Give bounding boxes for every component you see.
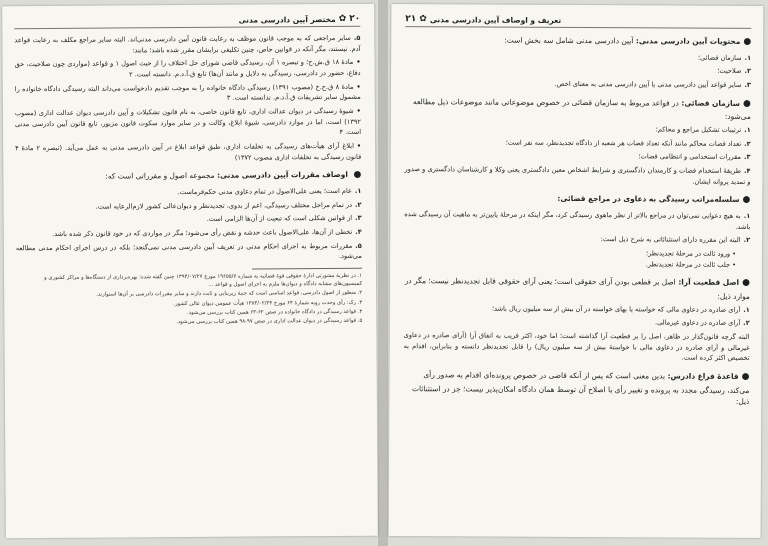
list-item — [405, 78, 751, 90]
list-item — [404, 316, 750, 328]
item-number: ۱. — [354, 186, 362, 195]
item-text: تخطی از آن‌ها، علی‌الاصول باعث خدشه و نقض رأی می‌شود؛ مگر در مواردی که در خود قانون ذکر شده باشد. — [52, 227, 353, 238]
list-item — [404, 233, 750, 245]
list-item — [405, 151, 751, 163]
right-page — [389, 4, 764, 538]
item-text: به هیچ دعوایی نمی‌توان در مراجع بالاتر از نظر ماهوی رسیدگی کرد، مگر اینکه در مرحلهٔ پایین‌تر به ماهیت آن رسیدگی شده باشد. — [404, 210, 751, 231]
left-section-title: اوصاف مقررات آیین دادرسی مدنی: — [217, 170, 348, 181]
section-body: بدین معنی است که پس از آنکه قاضی در خصوص پرونده‌ای اقدام به صدور رأی می‌کند، رسیدگی مجدد به پرونده و تغییر رأی یا اصلاح آن توسط همان دادگاه امکان‌پذیر نیست؛ جز در استثنائات ذیل: — [412, 370, 750, 406]
section-bullet-icon: ● — [742, 277, 750, 289]
left-items-list — [15, 186, 362, 264]
item-text: مقررات مربوط به اجرای احکام مدنی در تعریف آیین دادرسی مدنی نمی‌گنجد؛ بلکه در درس اجرای احکام مدنی مطالعه می‌شود. — [15, 241, 362, 261]
footnote: ۲. منظور از اصول دادرسی، قواعد اساسی است که جنبهٔ زیربنایی و ثابت دارند و سایر مقررات دادرسی بر آن‌ها استوارند. — [96, 290, 363, 298]
left-paragraphs — [14, 33, 361, 165]
list-item — [404, 303, 750, 315]
section-body: آیین دادرسی مدنی شامل سه بخش است: — [504, 35, 634, 46]
item-number: ۴. — [355, 227, 362, 236]
item-text: سایر قواعد آیین دادرسی مدنی یا آیین دادرسی مدنی به معنای اخص. — [554, 79, 742, 89]
left-page-number: ۲۰ — [349, 13, 361, 24]
left-footnotes — [16, 272, 362, 328]
right-header-title: تعریف و اوصاف آیین دادرسی مدنی — [429, 14, 562, 25]
paragraph — [15, 81, 361, 105]
sub-item: • ورود ثالث در مرحلهٔ تجدیدنظر؛ — [645, 249, 737, 258]
list-item — [16, 213, 362, 226]
paragraph — [15, 57, 361, 81]
section-heading — [404, 275, 750, 301]
right-header-title-group — [405, 14, 561, 25]
item-number: ۵. — [355, 241, 362, 250]
list-item — [405, 51, 751, 63]
item-text: تعداد قضات محاکم مانند آنکه تعداد قضات هر شعبه از دادگاه تجدیدنظر، سه نفر است؛ — [505, 138, 742, 148]
item-number: ۵. — [353, 33, 361, 42]
flower-ornament-icon: ✿ — [338, 13, 347, 24]
item-number: ۱. — [744, 126, 751, 135]
item-text: البته این مقرره دارای استثنائاتی به شرح ذیل است: — [600, 235, 741, 245]
item-text: مقررات استخدامی و انتظامی قضات؛ — [638, 152, 742, 162]
item-number: ۳. — [744, 153, 751, 162]
flower-ornament-icon: ✿ — [419, 14, 427, 25]
item-text: ابلاغ آرای هیأت‌های رسیدگی به تخلفات اداری، طبق قواعد ابلاغ در آیین دادرسی مدنی به عمل می‌آید. (تبصره ۲ مادهٔ ۴ قانون رسیدگی به تخلفات اداری مصوب ۱۳۷۲) — [15, 141, 362, 162]
item-number: • — [356, 82, 361, 91]
item-text: صلاحیت؛ — [717, 66, 742, 76]
list-item — [15, 186, 361, 199]
footnote: ۱. در نظریهٔ مشورتی ادارهٔ حقوقی قوهٔ قضائیه به شماره ۱۹۶۵۵/۷ مورخ ۱۳۹۴/۰۷/۲۷ چنین گفته شده: بهره‌برداری از دستگاه‌ها و مراکز کشوری و کمیسیون‌های مشابه دادگاه و دیوان‌ها ملزم به اجرای اصول و قواعد ... — [44, 272, 363, 288]
list-item — [16, 240, 362, 264]
list-item — [405, 123, 751, 135]
item-number: ۳. — [355, 214, 362, 223]
section-title: سلسله‌مراتب رسیدگی به دعاوی در مراجع قضائی: — [557, 194, 740, 205]
item-number: ۳. — [744, 80, 751, 89]
item-number: ۱. — [743, 305, 750, 314]
left-section-body: مجموعه اصول و مقرراتی است که: — [105, 171, 215, 181]
section-title: اصل قطعیت آرا: — [678, 277, 740, 287]
item-number: ۲. — [354, 200, 362, 209]
section-bullet-icon: ● — [353, 170, 362, 181]
section-bullet-icon: ● — [742, 98, 751, 109]
item-text: مادهٔ ۱۸ ق.ش.ح؛ و تبصره ۱ آن، رسیدگی قاضی شورای حل اختلاف را از حیث اصول ۱ و قواعد (مواردی چون صلاحیت، حق دفاع، حضور در دادرسی، رسیدگی به دلایل و مانند آن‌ها) تابع ق.آ.د.م. دانسته است. ۲ — [14, 58, 361, 79]
list-item — [404, 164, 750, 187]
item-number: ۱. — [744, 53, 752, 62]
section-bullet-icon: ● — [741, 371, 750, 382]
item-number: ۱. — [743, 211, 751, 220]
list-item — [404, 209, 750, 232]
section-bullet-icon: ● — [743, 36, 752, 47]
section-bullet-icon: ● — [742, 195, 751, 206]
item-text: آرای صادره در دعاوی غیرمالی. — [655, 318, 741, 328]
item-text: طریقهٔ استخدام قضات و کارمندان دادگستری و شرایط اشخاص معین دادگستری یعنی وکلا و کارشناسان دادگستری و صدور و تمدید پروانه ایشان. — [404, 165, 751, 186]
item-text: ترتیبات تشکیل مراجع و محاکم؛ — [655, 125, 742, 134]
list-item — [16, 199, 362, 212]
item-text: در تمام مراحل مختلف رسیدگی، اعم از بدوی، تجدیدنظر و دیوان‌عالی کشور لازم‌الرعایه است. — [95, 200, 353, 211]
item-number: • — [356, 106, 361, 115]
item-number: • — [356, 141, 362, 150]
paragraph — [15, 106, 361, 140]
right-page-number: ۲۱ — [405, 14, 417, 25]
footnote: ۵. قواعد رسیدگی در دیوان عدالت اداری در صص ۹۷-۹۸ همین کتاب بررسی می‌شود. — [176, 317, 363, 326]
section-heading — [404, 193, 750, 208]
section-body: اصل بر قطعی بودن آرای حقوقی است؛ یعنی آرای حقوقی قابل تجدیدنظر نیست؛ مگر در موارد ذیل: — [404, 276, 750, 301]
left-page — [2, 4, 378, 539]
footnote-divider — [252, 268, 362, 270]
section-heading — [405, 96, 751, 122]
footnote: ۴. قواعد رسیدگی در دادگاه خانواده در صص ۶۲-۶۳ همین کتاب بررسی می‌شود. — [187, 308, 363, 316]
section-title: قاعدهٔ فراغ دادرس: — [667, 371, 739, 381]
item-number: ۲. — [743, 319, 750, 328]
book-gutter — [378, 0, 388, 546]
left-header-title-group — [239, 14, 361, 25]
left-header-title: مختصر آیین دادرسی مدنی — [238, 14, 336, 25]
list-item — [405, 64, 751, 76]
item-number: ۲. — [743, 236, 751, 245]
item-text: آرای صادره در دعاوی مالی که خواسته یا بهای خواسته در آن بیش از سه میلیون ریال باشد؛ — [491, 304, 741, 314]
footnote: ۳. رک: رأی وحدت رویه شمارهٔ ۶۴ مورخ ۱۳۸۳/۰۲/۲۴ هیأت عمومی دیوان عالی کشور. — [173, 299, 363, 307]
section-heading — [405, 34, 751, 49]
item-number: • — [356, 58, 361, 67]
item-number: ۴. — [743, 167, 751, 176]
item-text: از قوانین شکلی است که تبعیت از آن‌ها الزامی است. — [206, 214, 353, 224]
left-page-header — [14, 14, 360, 29]
section-heading — [403, 369, 749, 407]
paragraph — [14, 33, 360, 57]
left-section-heading — [15, 169, 361, 185]
section-note: البته گرچه قانون‌گذار در ظاهر، اصل را بر قطعیت آرا گذاشته است؛ اما خود، اکثر قریب به اتفاق آرا (آرای صادره در دعاوی غیرمالی و آرای صادره در دعاوی مالی با خواستهٔ بیش از سه میلیون ریال) را قابل تجدیدنظر دانسته و بنابراین، اقدام به تخصیص اکثر کرده است. — [403, 331, 750, 363]
item-text: سازمان قضائی؛ — [698, 53, 742, 62]
item-number: ۲. — [744, 67, 752, 76]
right-page-header — [405, 14, 751, 29]
section-title: محتویات آیین دادرسی مدنی: — [635, 36, 741, 46]
list-item — [16, 227, 362, 240]
sub-item: • جلب ثالث در مرحلهٔ تجدیدنظر. — [645, 259, 737, 269]
item-text: عام است؛ یعنی علی‌الاصول در تمام دعاوی مدنی حکم‌فرماست. — [177, 186, 352, 196]
section-title: سازمان قضائی: — [681, 98, 741, 108]
item-text: سایر مراجعی که به موجب قانون موظف به رعایت قانون آیین دادرسی مدنی‌اند. البته سایر مراجع مکلف به رعایت قواعد آدم. نیستند، مگر آنکه در قوانین خاص، چنین تکلیفی برایشان مقرر شده باشد؛ مانند: — [14, 33, 361, 55]
paragraph — [15, 141, 361, 165]
right-sections — [403, 34, 751, 407]
section-body: در قواعد مربوط به سازمان قضائی در خصوص موضوعاتی مانند موضوعات ذیل مطالعه می‌شود: — [413, 96, 751, 121]
item-text: شیوهٔ رسیدگی در دیوان عدالت اداری، تابع قانون خاصی، به نام قانون تشکیلات و آیین دادرسی دیوان عدالت اداری (مصوب ۱۳۹۲) است، اما در موارد دادرسی، شیوهٔ ابلاغ، وکالت و در سایر موارد سکوت قانون مزبور، تابع قانون آیین دادرسی مدنی است. ۴ — [14, 106, 362, 137]
item-number: ۲. — [744, 139, 751, 148]
item-text: مادهٔ ۸ ق.ح.خ (مصوب ۱۳۹۱) رسیدگی دادگاه خانواده را به موجب تقدیم دادخواست می‌داند البته رسیدگی دادگاه خانواده را مشمول سایر تشریفات ق.آ.د.م. ندانسته است. ۳ — [14, 82, 361, 103]
list-item — [405, 137, 751, 149]
